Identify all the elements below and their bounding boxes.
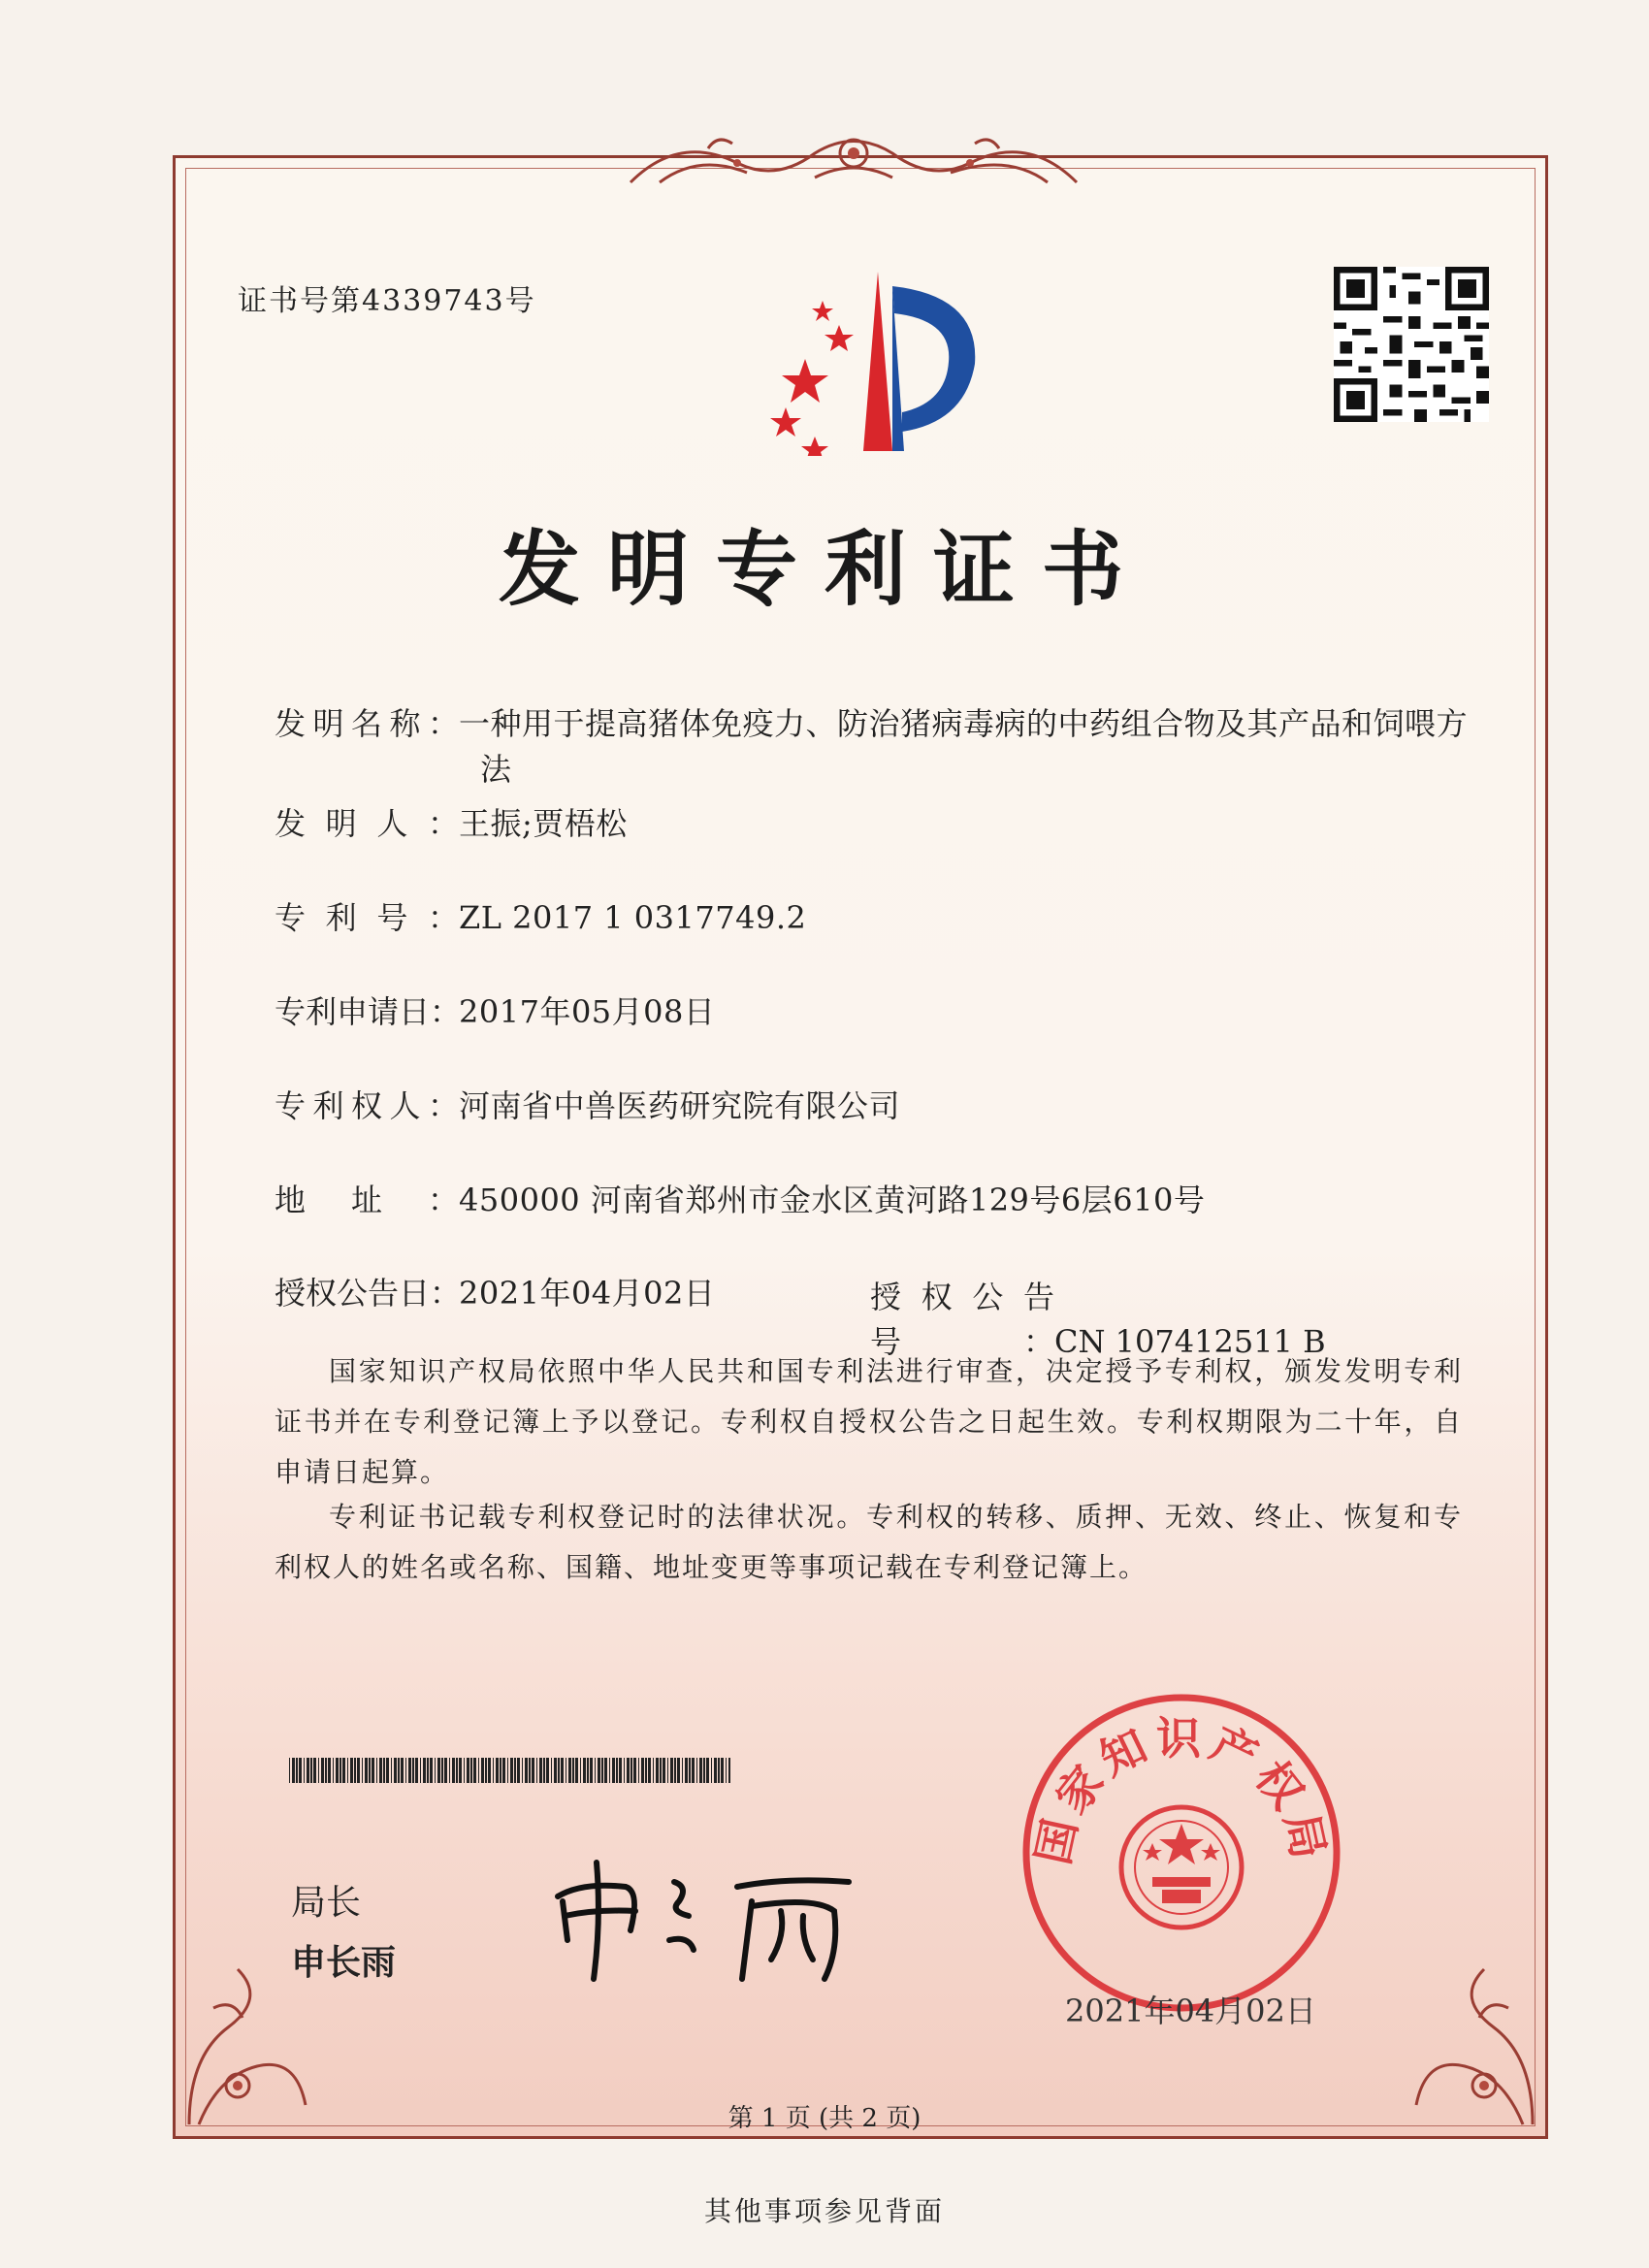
field-value: ZL 2017 1 0317749.2 [459,899,807,936]
field-patentee [275,1085,900,1126]
field-label: 授权公告号： [870,1279,1054,1360]
footer-note: 其他事项参见背面 [703,2195,945,2227]
field-value: 450000 河南省郑州市金水区黄河路129号6层610号 [459,1182,1206,1218]
field-invention-name-cont: 法 [480,751,512,788]
field-label: 专利申请日： [275,993,462,1030]
official-seal [1017,1688,1346,2018]
field-label: 授权公告日： [275,1275,462,1312]
field-invention-name [275,703,1468,744]
field-label: 专利号： [275,899,459,936]
qr-code [1334,267,1489,422]
director-label: 局长 [291,1883,362,1923]
certificate-title: 发明专利证书 [498,521,1150,617]
director-signature [543,1843,873,1989]
field-label: 发明名称： [275,705,459,742]
seal-text: 国家知识产权局 [1026,1712,1337,1869]
body-paragraph-2: 专利证书记载专利权登记时的法律状况。专利权的转移、质押、无效、终止、恢复和专利权人的姓名或名称、国籍、地址变更等事项记载在专利登记簿上。 [275,1501,1463,1583]
field-value: 王振;贾梧松 [459,805,628,842]
field-address [275,1180,1205,1220]
cnipa-emblem [747,267,980,456]
page-number: 第 1 页 (共 2 页) [728,2104,922,2133]
field-value: 河南省中兽医药研究院有限公司 [459,1087,901,1124]
field-label: 专利权人： [275,1087,459,1124]
field-value: 一种用于提高猪体免疫力、防治猪病毒病的中药组合物及其产品和饲喂方 [459,705,1469,742]
barcode [289,1758,730,1783]
top-ornament [621,124,1086,192]
certificate-number: 证书号第4339743号 [238,284,536,318]
field-patent-number [275,897,806,938]
field-grant-date [275,1273,715,1313]
field-filing-date [275,991,715,1032]
director-name: 申长雨 [291,1943,397,1983]
field-value: 2017年05月08日 [459,993,716,1030]
body-paragraph-1: 国家知识产权局依照中华人民共和国专利法进行审查，决定授予专利权，颁发发明专利证书并在专利登记簿上予以登记。专利权自授权公告之日起生效。专利权期限为二十年，自申请日起算。 [275,1355,1463,1488]
field-label: 发明人： [275,805,459,842]
field-value: CN 107412511 B [1054,1323,1326,1360]
field-inventor [275,803,628,844]
seal-date: 2021年04月02日 [1065,1993,1316,2029]
field-label: 地址： [275,1182,459,1218]
field-value: 2021年04月02日 [459,1275,716,1312]
